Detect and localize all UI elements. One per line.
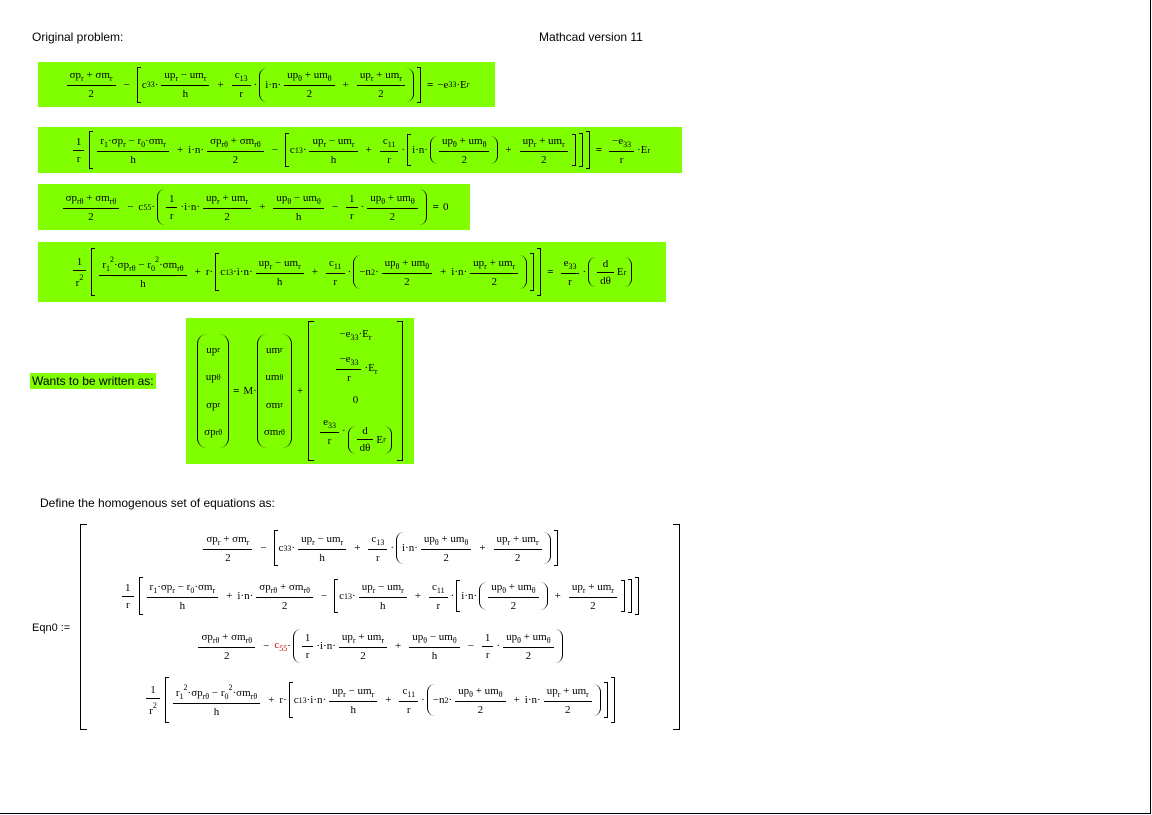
define-label: Define the homogenous set of equations as: <box>40 496 275 510</box>
version-label: Mathcad version 11 <box>539 30 643 44</box>
equation-region-4[interactable]: $\frac{1}{r^2}$ $\frac{r_1^2\cdot\sigma p_{r\theta} - r_0^2\cdot\sigma m_{r\theta}}{h}$ + r· c 13 ·i·n· $\frac{up_r - um_r}{h}$ + $\frac{c_{11}}{r}$ · −n 2 · $\frac{up_\theta + um_\theta}{2}$ + i·n· $\frac{up_r + um_r}{2}$ = $\frac{e_{33}}{r}$ · $\frac{d}{d\theta}$ E r <box>38 242 666 302</box>
original-problem-label: Original problem: <box>32 30 124 44</box>
wants-label: Wants to be written as: <box>32 374 154 388</box>
eqn0-label: Eqn0 := <box>32 622 71 634</box>
eqn0-vector-bracket[interactable]: $\frac{\sigma p_r + \sigma m_r}{2}$ − c 33 · $\frac{up_r - um_r}{h}$ + $\frac{c_{13}}{r}$ · i·n· $\frac{up_\theta + um_\theta}{2}$ + $\frac{up_r + um_r}{2}$ $\frac{1}{r}$ $\frac{r_1\cdot\sigma p_r - r_0\cdot\sigma m_r}{h}$ + i·n· $\frac{\sigma p_{r\theta} + \sigma m_{r\theta}}{2}$ − c 13 · $\frac{up_r - um_r}{h}$ + $\frac{c_{11}}{r}$ · i·n· $\frac{up_\theta + um_\theta}{2}$ + $\frac{up_r + um_r}{2}$ $\frac{\sigma p_{r\theta} + \sigma m_{r\theta}}{2}$ − $c_{55}$ · $\frac{1}{r}$ ·i·n· $\frac{up_r + um_r}{2}$ + $\frac{up_\theta - um_\theta}{h}$ − $\frac{1}{r}$ · $\frac{up_\theta + um_\theta}{2}$ $\frac{1}{r^2}$ $\frac{r_1^2\cdot\sigma p_{r\theta} - r_0^2\cdot\sigma m_{r\theta}}{h}$ + r· c 13 ·i·n· $\frac{up_r - um_r}{h}$ + $\frac{c_{11}}{r}$ · −n 2 · $\frac{up_\theta + um_\theta}{2}$ + i·n· $\frac{up_r + um_r}{2}$ <box>80 524 680 730</box>
equation-region-2[interactable]: $\frac{1}{r}$ $\frac{r_1\cdot\sigma p_r - r_0\cdot\sigma m_r}{h}$ + i·n· $\frac{\sigma p_{r\theta} + \sigma m_{r\theta}}{2}$ − c 13 · $\frac{up_r - um_r}{h}$ + $\frac{c_{11}}{r}$ · i·n· $\frac{up_\theta + um_\theta}{2}$ + $\frac{up_r + um_r}{2}$ = $\frac{-e_{33}}{r}$ ·E r <box>38 127 682 173</box>
matrix-form-region[interactable]: up r up θ σp r σp rθ = M· um r um θ σm r σm rθ + $-e_{33}\cdot E_r$ $\frac{-e_{33}}{r}$ $\cdot E_r$ 0 $\frac{e_{33}}{r}$ · $\frac{d}{d\theta}$ E r <box>186 318 414 464</box>
equation-region-3[interactable]: $\frac{\sigma p_{r\theta} + \sigma m_{r\theta}}{2}$ − c 55 · $\frac{1}{r}$ ·i·n· $\frac{up_r + um_r}{2}$ + $\frac{up_\theta - um_\theta}{h}$ − $\frac{1}{r}$ · $\frac{up_\theta + um_\theta}{2}$ = 0 <box>38 184 470 230</box>
equation-region-1[interactable]: $\frac{\sigma p_r + \sigma m_r}{2}$ − c 33 · $\frac{up_r - um_r}{h}$ + $\frac{c_{13}}{r}$ · i·n· $\frac{up_\theta + um_\theta}{2}$ + $\frac{up_r + um_r}{2}$ = −e 33 ·E r <box>38 62 495 107</box>
